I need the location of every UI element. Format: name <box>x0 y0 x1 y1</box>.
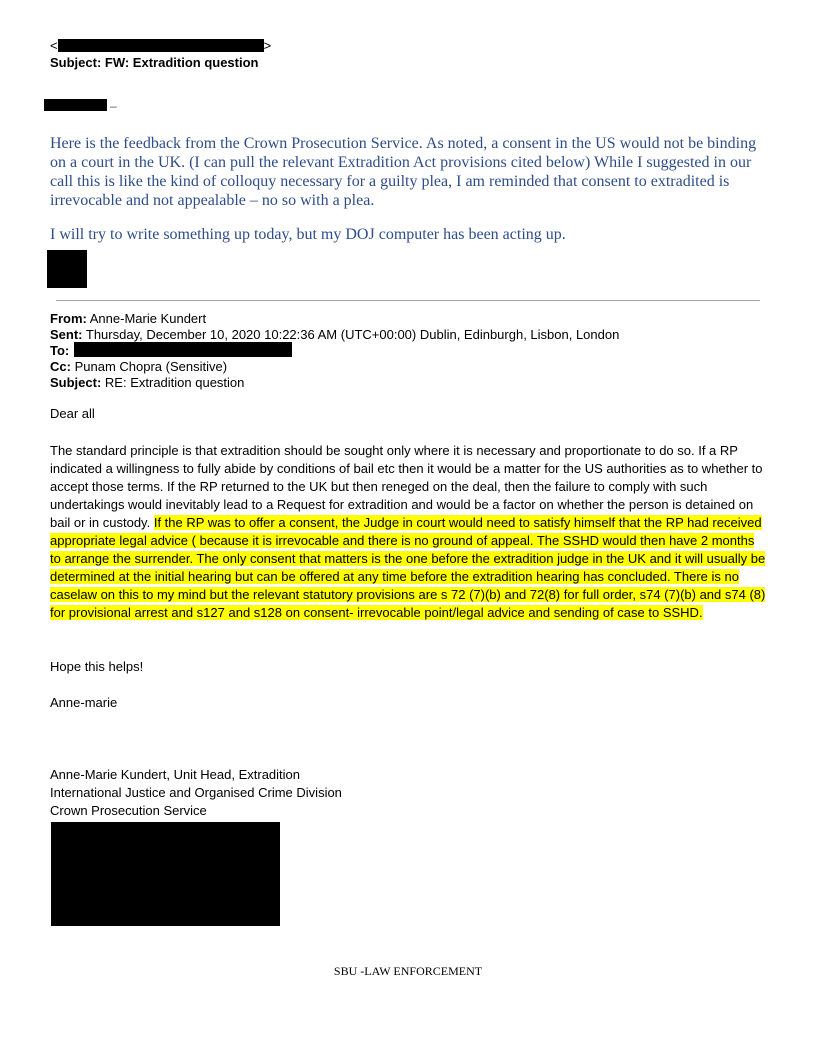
cc-value: Punam Chopra (Sensitive) <box>74 359 228 374</box>
email-to <box>50 343 69 359</box>
header-divider <box>56 300 760 301</box>
from-value: Anne-Marie Kundert <box>89 311 207 326</box>
subject-value: RE: Extradition question <box>104 375 245 390</box>
greeting: Dear all <box>50 406 95 421</box>
forward-subject: Subject: FW: Extradition question <box>50 55 259 70</box>
subject-label: Subject: <box>50 375 102 390</box>
redacted-signature-block <box>47 250 87 288</box>
signature-line-2: International Justice and Organised Crime Division <box>50 785 342 800</box>
sent-label: Sent: <box>50 327 83 342</box>
email-subject <box>50 375 244 391</box>
closing: Hope this helps! <box>50 659 144 674</box>
open-bracket: < <box>50 38 58 53</box>
redacted-recipients <box>74 342 292 357</box>
from-label: From: <box>50 311 87 326</box>
salutation-dash: – <box>110 99 117 113</box>
body-highlighted-text: If the RP was to offer a consent, the Judge in court would need to satisfy himself that the RP had received appropriate legal advice ( because it is irrevocable and there is no ground of appeal. The SSHD would then have 2 months to arrange the surrender. The only consent that matters is the one before the extradition judge in the UK and it will usually be determined at the initial hearing but can be offered at any time before the extradition hearing has concluded. There is no caselaw on this to my mind but the relevant statutory provisions are s 72 (7)(b) and 72(8) for full order, s74 (7)(b) and s74 (8) for provisional arrest and s127 and s128 on consent- irrevocable point/legal advice and sending of case to SSHD. <box>50 515 766 620</box>
email-sent <box>50 327 619 343</box>
to-label: To: <box>50 343 70 358</box>
redacted-address <box>58 39 264 52</box>
cc-label: Cc: <box>50 359 71 374</box>
close-bracket: > <box>263 38 272 53</box>
email-cc <box>50 359 227 375</box>
intro-paragraph-2: I will try to write something up today, but my DOJ computer has been acting up. <box>50 226 566 243</box>
signature-line-3: Crown Prosecution Service <box>50 803 207 818</box>
classification-footer: SBU -LAW ENFORCEMENT <box>333 964 483 978</box>
redacted-contact-details <box>51 822 280 926</box>
redacted-salutation <box>44 99 107 111</box>
email-from <box>50 311 206 327</box>
intro-paragraph-1: Here is the feedback from the Crown Prosecution Service. As noted, a consent in the US would not be binding on a court in the UK. (I can pull the relevant Extradition Act provisions cited below) While I suggested in our call this is like the kind of colloquy necessary for a guilty plea, I am reminded that consent to extradited is irrevocable and not appealable – no so with a plea. <box>50 135 757 209</box>
signature-line-1: Anne-Marie Kundert, Unit Head, Extradition <box>50 767 301 782</box>
sent-value: Thursday, December 10, 2020 10:22:36 AM (UTC+00:00) Dublin, Edinburgh, Lisbon, London <box>85 327 620 342</box>
forward-address-line <box>50 38 271 54</box>
email-body-paragraph <box>50 442 766 622</box>
body-plain-text: The standard principle is that extradition should be sought only where it is necessary and proportionate to do so. If a RP indicated a willingness to fully abide by conditions of bail etc then it would be a matter for the US authorities as to whether to accept those terms. If the RP returned to the UK but then reneged on the deal, then the failure to comply with such undertakings would inevitably lead to a Request for extradition and would be a factor on whether the person is detained on bail or in custody. <box>50 443 763 530</box>
signoff: Anne-marie <box>50 695 118 710</box>
